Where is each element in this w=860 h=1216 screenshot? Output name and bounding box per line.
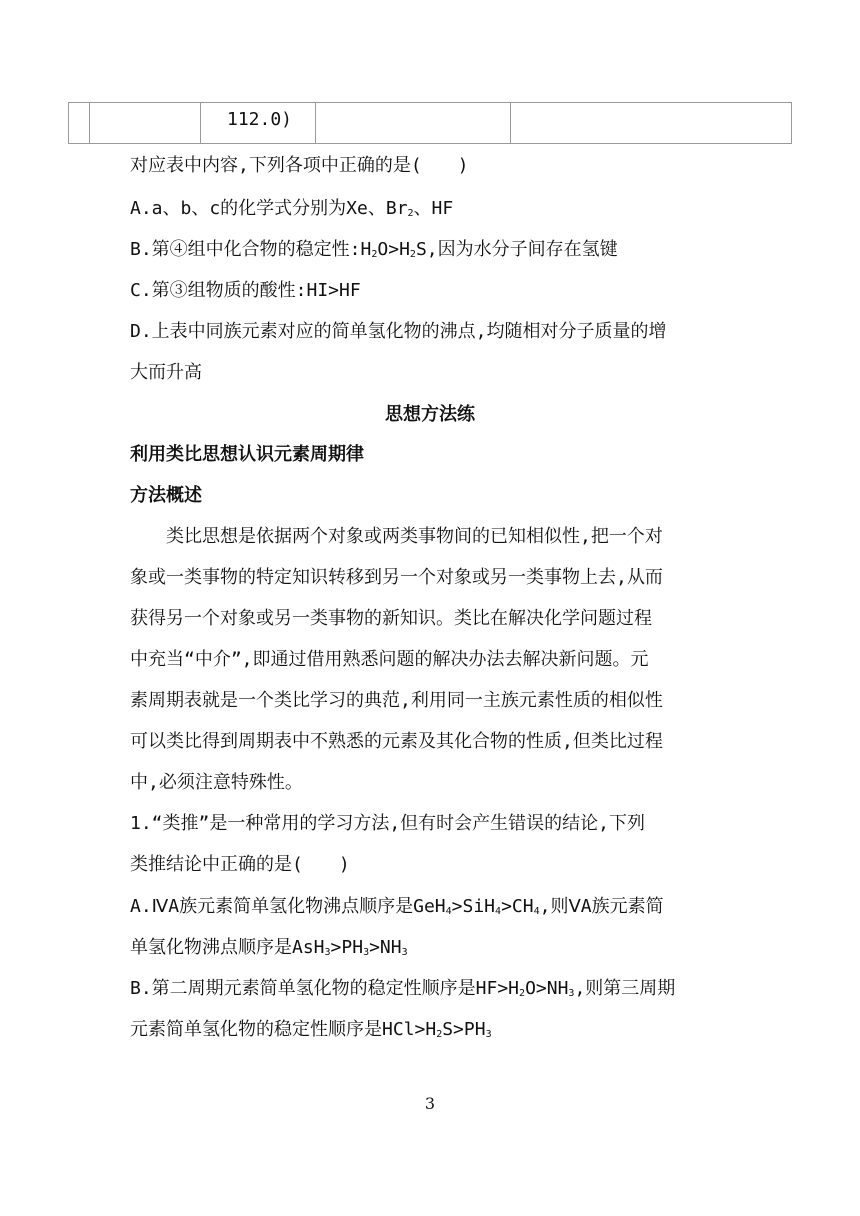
text: O>NH xyxy=(525,978,569,999)
option-c: C.第③组物质的酸性:HI>HF xyxy=(130,280,361,301)
option-d-line1: D.上表中同族元素对应的简单氢化物的沸点,均随相对分子质量的增 xyxy=(130,321,667,342)
option-b-text: B.第④组中化合物的稳定性:H xyxy=(130,239,372,260)
method-para-line: 素周期表就是一个类比学习的典范,利用同一主族元素性质的相似性 xyxy=(130,690,663,711)
table-cell xyxy=(511,103,792,144)
method-para-line: 可以类比得到周期表中不熟悉的元素及其化合物的性质,但类比过程 xyxy=(130,731,663,752)
subscript: 4 xyxy=(533,906,540,917)
q1-option-b-line2 xyxy=(130,1018,492,1042)
subscript: 2 xyxy=(371,249,378,260)
text: >PH xyxy=(330,937,364,958)
method-para-line: 中,必须注意特殊性。 xyxy=(130,772,303,793)
method-para-line: 获得另一个对象或另一类事物的新知识。类比在解决化学问题过程 xyxy=(130,608,652,629)
text: A.ⅣA族元素简单氢化物沸点顺序是GeH xyxy=(130,896,446,917)
table-cell xyxy=(316,103,511,144)
table-row xyxy=(69,103,792,144)
q1-option-a-line2 xyxy=(130,936,408,960)
section-title: 思想方法练 xyxy=(385,404,475,425)
subscript: 2 xyxy=(407,208,414,219)
method-para-line: 类比思想是依据两个对象或两类事物间的已知相似性,把一个对 xyxy=(130,526,663,547)
text: >SiH xyxy=(451,896,496,917)
data-table-fragment xyxy=(68,102,792,144)
q1-option-a-line1 xyxy=(130,895,664,919)
option-d-line2: 大而升高 xyxy=(130,362,202,383)
subscript: 4 xyxy=(445,906,452,917)
text: B.第二周期元素简单氢化物的稳定性顺序是HF>H xyxy=(130,978,520,999)
text: >CH xyxy=(501,896,534,917)
subscript: 3 xyxy=(485,1029,492,1040)
method-heading: 方法概述 xyxy=(130,485,202,506)
subscript: 2 xyxy=(436,1029,443,1040)
subscript: 2 xyxy=(409,249,416,260)
page-number: 3 xyxy=(424,1094,436,1113)
text: >NH xyxy=(369,937,402,958)
subsection-title: 利用类比思想认识元素周期律 xyxy=(130,444,364,465)
q1-option-b-line1 xyxy=(130,977,675,1001)
method-para-line: 中充当“中介”,即通过借用熟悉问题的解决办法去解决新问题。元 xyxy=(130,649,649,670)
table-cell-value: 112.0) xyxy=(201,103,316,144)
method-para-line: 象或一类事物的特定知识转移到另一个对象或另一类事物上去,从而 xyxy=(130,567,663,588)
text: ,则ⅤA族元素简 xyxy=(539,896,664,917)
text: ,则第三周期 xyxy=(574,978,676,999)
q1-stem-line2: 类推结论中正确的是( ) xyxy=(130,854,350,875)
option-b-text: O>H xyxy=(377,239,410,260)
option-a xyxy=(130,197,453,221)
option-a-text: A.a、b、c的化学式分别为Xe、Br xyxy=(130,198,408,219)
question-stem: 对应表中内容,下列各项中正确的是( ) xyxy=(130,155,469,176)
q1-stem-line1: 1.“类推”是一种常用的学习方法,但有时会产生错误的结论,下列 xyxy=(130,813,646,834)
subscript: 3 xyxy=(401,947,408,958)
text: 元素简单氢化物的稳定性顺序是HCl>H xyxy=(130,1019,437,1040)
option-a-tail: 、HF xyxy=(413,198,454,219)
table-cell xyxy=(69,103,90,144)
text: 单氢化物沸点顺序是AsH xyxy=(130,937,325,958)
option-b-text: S,因为水分子间存在氢键 xyxy=(415,239,618,260)
subscript: 3 xyxy=(363,947,370,958)
subscript: 4 xyxy=(495,906,502,917)
subscript: 3 xyxy=(568,988,575,999)
subscript: 2 xyxy=(519,988,526,999)
subscript: 3 xyxy=(324,947,331,958)
table-cell xyxy=(90,103,201,144)
text: S>PH xyxy=(442,1019,486,1040)
option-b xyxy=(130,238,618,262)
